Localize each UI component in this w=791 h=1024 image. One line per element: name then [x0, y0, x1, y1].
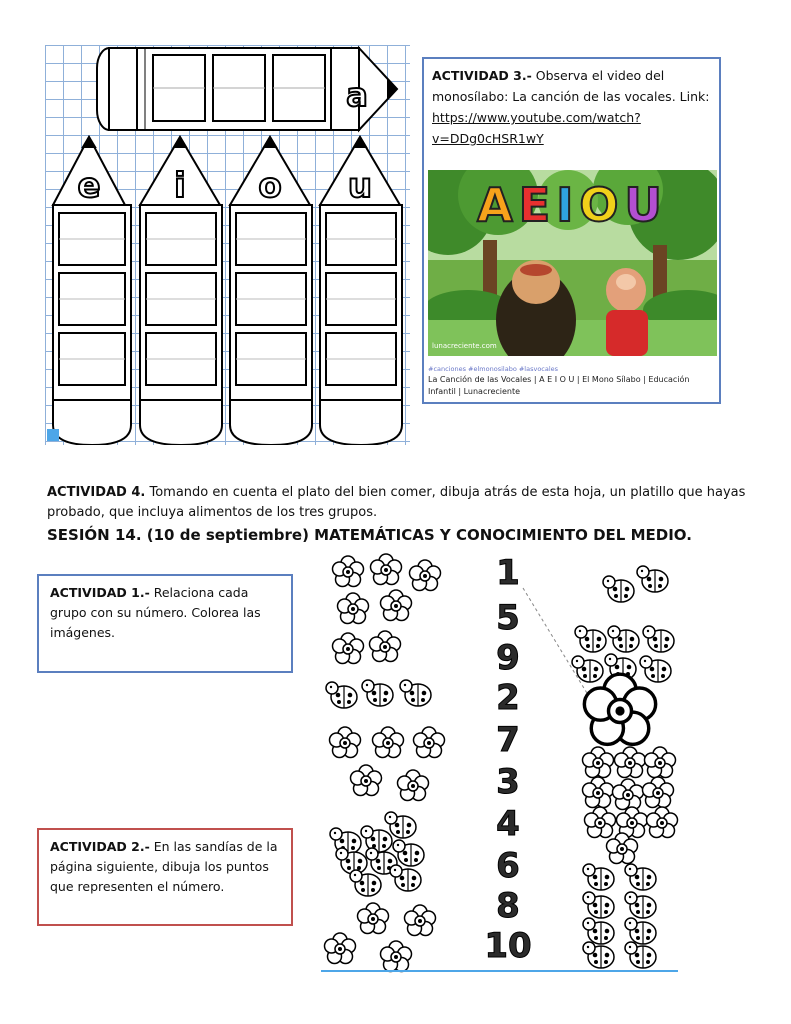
- vowel-pencil-worksheet: [45, 45, 410, 445]
- video-letter-o: O: [579, 178, 625, 232]
- pencil-letter-u: u: [347, 166, 373, 206]
- number-6: 6: [496, 846, 520, 886]
- video-watermark: lunacreciente.com: [432, 342, 497, 350]
- video-caption[interactable]: La Canción de las Vocales | A E I O U | El Mono Sílabo | Educación Infantil | Lunacreciente: [428, 375, 690, 396]
- number-10: 10: [484, 926, 532, 966]
- number-3: 3: [496, 762, 520, 802]
- pencil-letter-i: i: [174, 166, 186, 206]
- activity-3-description: Observa el video del monosílabo: La canción de las vocales. Link:: [432, 68, 710, 104]
- video-tags: #canciones #elmonosilabo #lasvocales: [428, 365, 559, 373]
- left-group-flowers-7: [330, 727, 445, 801]
- number-7: 7: [496, 720, 520, 760]
- left-group-ladybugs-3: [326, 680, 431, 708]
- pencil-letter-e: e: [77, 166, 101, 206]
- pencils-illustration: [45, 45, 410, 445]
- pencil-letter-o: o: [258, 166, 282, 206]
- video-letter-e: E: [518, 178, 557, 232]
- video-thumbnail[interactable]: [428, 170, 717, 356]
- number-9: 9: [496, 638, 520, 678]
- left-group-flowers-6: [325, 903, 436, 972]
- activity-2-title: ACTIVIDAD 2.-: [50, 839, 150, 854]
- right-group-ladybugs-8: [583, 864, 656, 968]
- activity-3-text: [432, 65, 717, 149]
- activity-2-box: [37, 828, 293, 926]
- number-5: 5: [496, 598, 520, 638]
- number-4: 4: [496, 804, 520, 844]
- top-pencil-letter: a: [346, 76, 368, 114]
- right-group-flowers-10: [583, 747, 678, 864]
- session-heading: SESIÓN 14. (10 de septiembre) MATEMÁTICAS Y CONOCIMIENTO DEL MEDIO.: [47, 526, 692, 544]
- activity-3-box: [422, 57, 721, 404]
- activity-2-description: En las sandías de la página siguiente, dibuja los puntos que representen el número.: [50, 839, 278, 894]
- right-group-ladybugs-2: [603, 566, 668, 602]
- activity-4-paragraph: [47, 483, 747, 523]
- activity-1-text: [50, 583, 284, 643]
- left-group-ladybugs-8: [330, 812, 424, 896]
- video-letter-a: A: [477, 178, 519, 232]
- video-link[interactable]: https://www.youtube.com/watch?v=DDg0cHSR1wY: [432, 110, 641, 146]
- number-2: 2: [496, 678, 520, 718]
- left-group-flowers-9: [333, 554, 441, 664]
- number-8: 8: [496, 886, 520, 926]
- activity-4-title: ACTIVIDAD 4.: [47, 485, 146, 500]
- activity-1-box: [37, 574, 293, 673]
- number-1: 1: [496, 553, 520, 593]
- right-group-big-flower-1: [584, 674, 655, 744]
- activity-1-title: ACTIVIDAD 1.-: [50, 585, 150, 600]
- video-letter-i: I: [556, 178, 580, 232]
- activity-2-text: [50, 837, 284, 897]
- activity-1-description: Relaciona cada grupo con su número. Colorea las imágenes.: [50, 585, 261, 640]
- activity-3-title: ACTIVIDAD 3.-: [432, 68, 532, 83]
- video-letter-u: U: [624, 178, 668, 232]
- activity-4-text: Tomando en cuenta el plato del bien comer, dibuja atrás de esta hoja, un platillo que hayas probado, que incluya alimentos de los tres grupos.: [47, 485, 746, 520]
